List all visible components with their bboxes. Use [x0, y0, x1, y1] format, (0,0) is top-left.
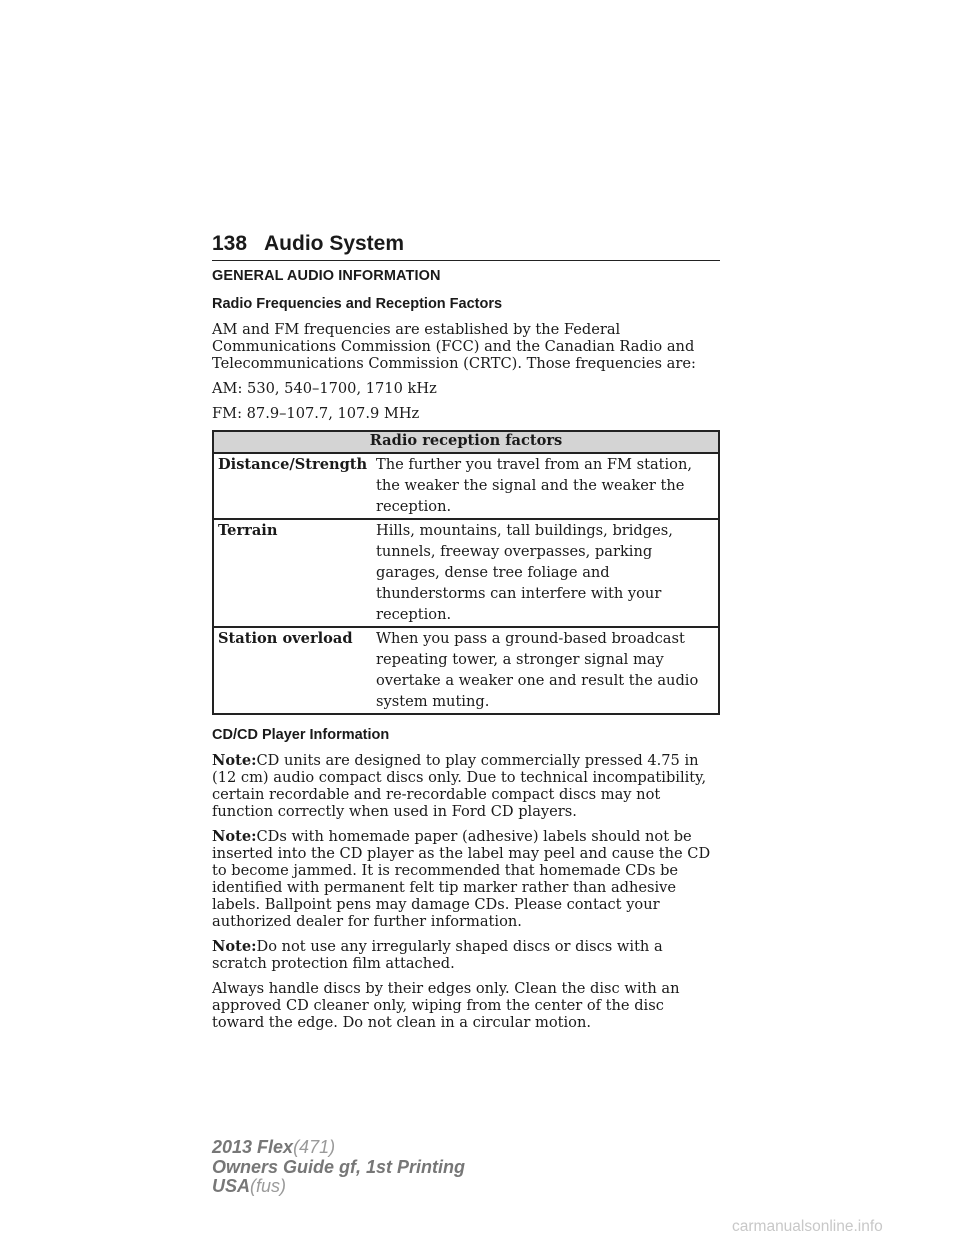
note-text: Do not use any irregularly shaped discs or discs with a scratch protection film attached.: [212, 938, 663, 972]
header-rule: [212, 260, 720, 261]
table-row: [213, 627, 719, 714]
table-row: [213, 453, 719, 519]
description-cell: Hills, mountains, tall buildings, bridges, tunnels, freeway overpasses, parking garages, dense tree foliage and thunderstorms can interfere with your reception.: [372, 519, 719, 627]
description-cell: The further you travel from an FM station, the weaker the signal and the weaker the reception.: [372, 453, 719, 519]
note-text: CDs with homemade paper (adhesive) labels should not be inserted into the CD player as the label may peel and cause the CD to become jammed. It is recommended that homemade CDs be identified with permanent felt tip marker rather than adhesive labels. Ballpoint pens may damage CDs. Please contact your authorized dealer for further information.: [212, 828, 711, 930]
footer-market-code: (fus): [250, 1176, 287, 1196]
note-label: Note:: [212, 752, 257, 769]
factor-cell: Distance/Strength: [213, 453, 372, 519]
factor-cell: Station overload: [213, 627, 372, 714]
radio-intro-paragraph: AM and FM frequencies are established by the Federal Communications Commission (FCC) and the Canadian Radio and Telecommunications Commission (CRTC). Those frequencies are:: [212, 321, 696, 372]
table-title: Radio reception factors: [213, 431, 719, 453]
footer-line-guide: [212, 1158, 465, 1178]
radio-frequencies-heading: Radio Frequencies and Reception Factors: [212, 296, 503, 312]
cd-player-heading: CD/CD Player Information: [212, 727, 390, 743]
note-paragraph: [212, 752, 720, 820]
note-text: CD units are designed to play commercially pressed 4.75 in (12 cm) audio compact discs only. Due to technical incompatibility, certain recordable and re-recordable compact discs may not function correctly when used in Ford CD players.: [212, 752, 707, 820]
note-label: Note:: [212, 938, 257, 955]
footer-line-model: [212, 1138, 465, 1158]
page-number: 138: [212, 232, 248, 255]
table-header-row: [213, 431, 719, 453]
footer-line-market: [212, 1177, 465, 1197]
section-title: Audio System: [264, 232, 405, 255]
am-frequencies: AM: 530, 540–1700, 1710 kHz: [212, 380, 437, 397]
factor-cell: Terrain: [213, 519, 372, 627]
note-paragraph: [212, 828, 720, 930]
footer-market: USA: [212, 1176, 251, 1196]
footer-model-code: (471): [293, 1137, 336, 1157]
footer-model: 2013 Flex: [212, 1137, 294, 1157]
print-footer: [212, 1138, 465, 1197]
disc-handling-paragraph: Always handle discs by their edges only. Clean the disc with an approved CD cleaner only, wiping from the center of the disc toward the edge. Do not clean in a circular motion.: [212, 980, 680, 1031]
note-label: Note:: [212, 828, 257, 845]
footer-guide: Owners Guide gf, 1st Printing: [212, 1156, 466, 1177]
table-row: [213, 519, 719, 627]
reception-factors-table: [212, 430, 720, 715]
note-paragraph: [212, 938, 720, 972]
watermark-text: carmanualsonline.info: [732, 1218, 883, 1235]
description-cell: When you pass a ground-based broadcast repeating tower, a stronger signal may overtake a weaker one and result the audio system muting.: [372, 627, 719, 714]
general-audio-heading: GENERAL AUDIO INFORMATION: [212, 268, 441, 284]
page-content: [212, 268, 720, 1039]
fm-frequencies: FM: 87.9–107.7, 107.9 MHz: [212, 405, 420, 422]
